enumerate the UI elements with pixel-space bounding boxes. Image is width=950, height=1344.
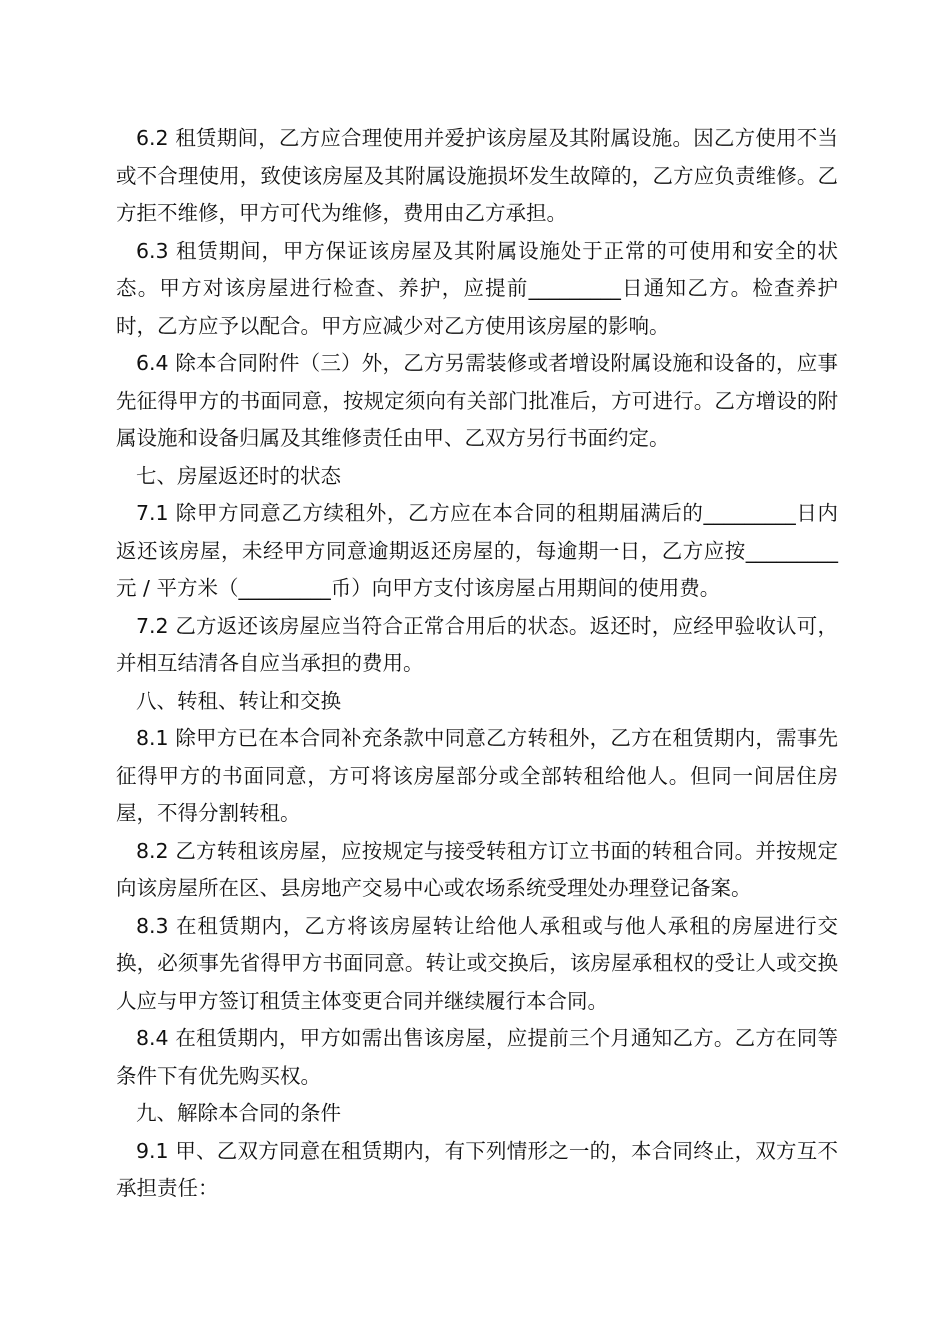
clause-8-4: 8.4 在租赁期内，甲方如需出售该房屋，应提前三个月通知乙方。乙方在同等条件下有优先购买权。 — [116, 1026, 838, 1088]
clause-7-1: 7.1 除甲方同意乙方续租外，乙方应在本合同的租期届满后的_________日内返还该房屋，未经甲方同意逾期返还房屋的，每逾期一日，乙方应按_________元 / 平方米（_________币）向甲方支付该房屋占用期间的使用费。 — [116, 501, 838, 600]
clause-6-4: 6.4 除本合同附件（三）外，乙方另需装修或者增设附属设施和设备的，应事先征得甲方的书面同意，按规定须向有关部门批准后，方可进行。乙方增设的附属设施和设备归属及其维修责任由甲、乙双方另行书面约定。 — [116, 351, 838, 450]
clause-7-2: 7.2 乙方返还该房屋应当符合正常合用后的状态。返还时，应经甲验收认可，并相互结清各自应当承担的费用。 — [116, 613, 838, 675]
clause-6-3: 6.3 租赁期间，甲方保证该房屋及其附属设施处于正常的可使用和安全的状态。甲方对该房屋进行检查、养护，应提前_________日通知乙方。检查养护时，乙方应予以配合。甲方应减少对乙方使用该房屋的影响。 — [116, 238, 838, 338]
clause-6-2: 6.2 租赁期间，乙方应合理使用并爱护该房屋及其附属设施。因乙方使用不当或不合理使用，致使该房屋及其附属设施损坏发生故障的，乙方应负责维修。乙方拒不维修，甲方可代为维修，费用由乙方承担。 — [116, 126, 838, 225]
clause-8-2: 8.2 乙方转租该房屋，应按规定与接受转租方订立书面的转租合同。并按规定向该房屋所在区、县房地产交易中心或农场系统受理处办理登记备案。 — [116, 838, 838, 900]
section-heading-7: 七、房屋返还时的状态 — [136, 463, 341, 488]
clause-8-3: 8.3 在租赁期内，乙方将该房屋转让给他人承租或与他人承租的房屋进行交换，必须事先省得甲方书面同意。转让或交换后，该房屋承租权的受让人或交换人应与甲方签订租赁主体变更合同并继续履行本合同。 — [116, 913, 838, 1013]
clause-9-1: 9.1 甲、乙双方同意在租赁期内，有下列情形之一的，本合同终止，双方互不承担责任： — [116, 1138, 838, 1200]
document-body — [116, 120, 838, 1208]
section-heading-8: 八、转租、转让和交换 — [136, 688, 341, 713]
section-heading-9: 九、解除本合同的条件 — [136, 1101, 341, 1125]
clause-8-1: 8.1 除甲方已在本合同补充条款中同意乙方转租外，乙方在租赁期内，需事先征得甲方的书面同意，方可将该房屋部分或全部转租给他人。但同一间居住房屋，不得分割转租。 — [116, 726, 838, 825]
